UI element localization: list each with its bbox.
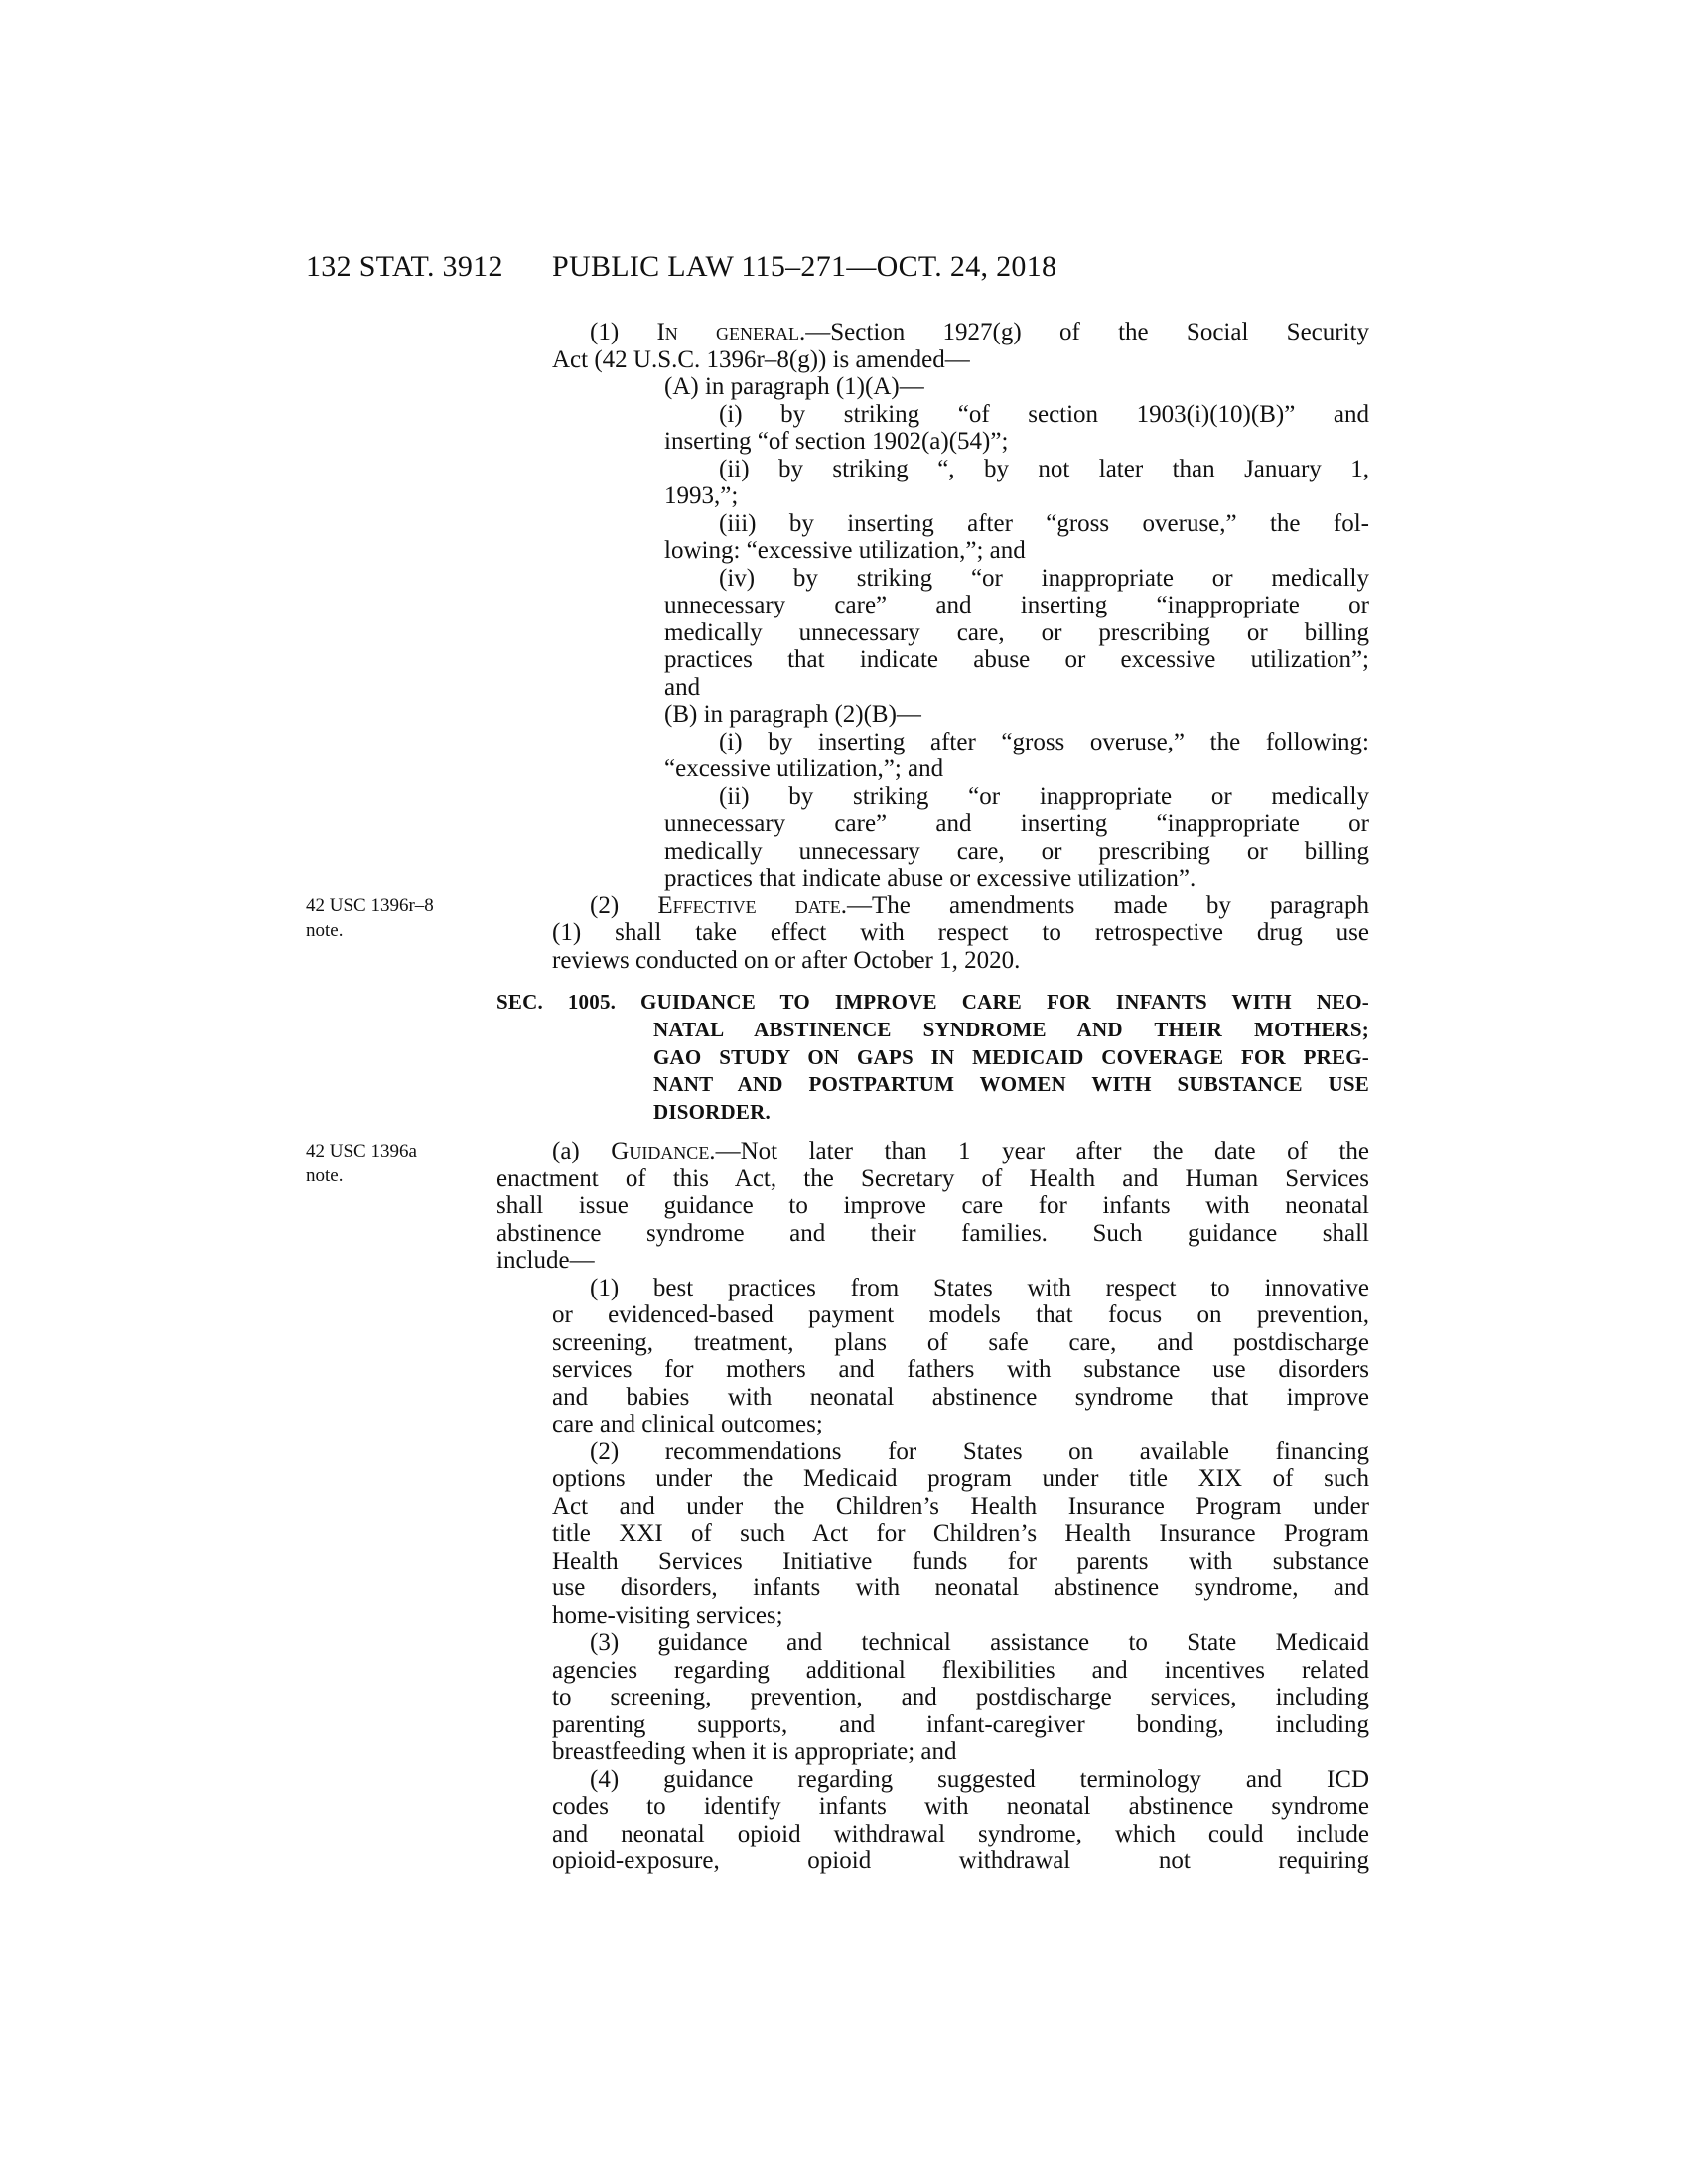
- text-line: (iv) by striking “or inappropriate or medically: [719, 564, 1369, 592]
- text-line: (ii) by striking “, by not later than January 1,: [719, 455, 1369, 482]
- text-line: practices that indicate abuse or excessive utilization”;: [664, 646, 1369, 673]
- heading-line: NATAL ABSTINENCE SYNDROME AND THEIR MOTHERS;: [653, 1017, 1369, 1041]
- text-line: (A) in paragraph (1)(A)—: [664, 373, 924, 400]
- text-line: agencies regarding additional flexibilities and incentives related: [552, 1656, 1369, 1684]
- text-line: options under the Medicaid program under title XIX of such: [552, 1465, 1369, 1492]
- paragraph: [552, 729, 1369, 783]
- text-line: services for mothers and fathers with substance use disorders: [552, 1356, 1369, 1383]
- margin-note-citation: 42 USC 1396r–8: [306, 895, 434, 916]
- text-line: medically unnecessary care, or prescribing or billing: [664, 837, 1369, 865]
- text-line: (iii) by inserting after “gross overuse,” the fol-: [719, 509, 1369, 537]
- public-law-title: PUBLIC LAW 115–271—OCT. 24, 2018: [552, 250, 1057, 283]
- text-line: use disorders, infants with neonatal abstinence syndrome, and: [552, 1574, 1369, 1601]
- text-line: include—: [496, 1247, 595, 1274]
- text-line: “excessive utilization,”; and: [664, 755, 944, 782]
- text-line: opioid-exposure, opioid withdrawal not requiring: [552, 1847, 1369, 1874]
- paragraph-marker: (2): [590, 891, 658, 919]
- text-line: abstinence syndrome and their families. Such guidance shall: [496, 1219, 1369, 1247]
- text-line: Act and under the Children’s Health Insurance Program under: [552, 1492, 1369, 1520]
- text-line: (B) in paragraph (2)(B)—: [664, 701, 921, 728]
- paragraph: [552, 456, 1369, 510]
- text-line: (i) by inserting after “gross overuse,” the following:: [719, 728, 1369, 755]
- paragraph-caption: In general.: [656, 319, 806, 345]
- paragraph: [496, 1766, 1369, 1875]
- paragraph: [552, 401, 1369, 456]
- paragraph: [552, 701, 1369, 729]
- text-line: care and clinical outcomes;: [552, 1411, 823, 1437]
- statute-page-number: 132 STAT. 3912: [306, 250, 503, 283]
- heading-line: NANT AND POSTPARTUM WOMEN WITH SUBSTANCE USE: [653, 1072, 1369, 1097]
- text-line: lowing: “excessive utilization,”; and: [664, 537, 1026, 564]
- text-line: unnecessary care” and inserting “inappropriate or: [664, 592, 1369, 618]
- text-line: (3) guidance and technical assistance to State Medicaid: [590, 1629, 1369, 1656]
- paragraph-marker: (a): [552, 1138, 612, 1164]
- paragraph: [496, 1629, 1369, 1766]
- text-line: (2) recommendations for States on available financing: [590, 1437, 1369, 1465]
- paragraph: [552, 510, 1369, 565]
- margin-note: [306, 893, 434, 943]
- text-line: and babies with neonatal abstinence syndrome that improve: [552, 1383, 1369, 1411]
- text-line: and: [664, 673, 701, 701]
- text-line: breastfeeding when it is appropriate; and: [552, 1738, 957, 1765]
- text-line: unnecessary care” and inserting “inappropriate or: [664, 810, 1369, 837]
- text-line: shall issue guidance to improve care for infants with neonatal: [496, 1192, 1369, 1219]
- section-heading: [496, 989, 1369, 1127]
- paragraph: [552, 892, 1369, 975]
- margin-note: [306, 1139, 417, 1188]
- paragraph: [552, 373, 1369, 401]
- text-line: [590, 892, 1369, 920]
- subsection-guidance: [496, 1138, 1369, 1875]
- paragraph-marker: (1): [590, 319, 657, 345]
- text-line: Act (42 U.S.C. 1396r–8(g)) is amended—: [552, 345, 970, 373]
- text-line: [590, 319, 1369, 346]
- text-line: and neonatal opioid withdrawal syndrome, which could include: [552, 1820, 1369, 1847]
- paragraph-caption: Effective date.: [657, 891, 848, 919]
- text-line: home-visiting services;: [552, 1601, 783, 1629]
- text-line: [552, 1138, 1369, 1165]
- text-line: to screening, prevention, and postdischarge services, including: [552, 1684, 1369, 1710]
- text-line: parenting supports, and infant-caregiver bonding, including: [552, 1710, 1369, 1738]
- paragraph: [552, 783, 1369, 892]
- margin-note-label: note.: [306, 1165, 344, 1186]
- paragraph: [552, 319, 1369, 373]
- paragraph: [552, 565, 1369, 702]
- text-line: inserting “of section 1902(a)(54)”;: [664, 428, 1009, 455]
- text-line: (i) by striking “of section 1903(i)(10)(B)” and: [719, 400, 1369, 428]
- text-line: enactment of this Act, the Secretary of Health and Human Services: [496, 1164, 1369, 1192]
- margin-note-label: note.: [306, 920, 344, 941]
- paragraph: [496, 1438, 1369, 1630]
- line-text: —The amendments made by paragraph: [847, 891, 1369, 919]
- subsection-amendments: [552, 319, 1369, 974]
- text-line: title XXI of such Act for Children’s Health Insurance Program: [552, 1520, 1369, 1547]
- text-line: (1) best practices from States with respect to innovative: [590, 1274, 1369, 1301]
- text-line: Health Services Initiative funds for parents with substance: [552, 1547, 1369, 1574]
- text-line: (1) shall take effect with respect to retrospective drug use: [552, 919, 1369, 946]
- paragraph: [496, 1138, 1369, 1275]
- text-line: medically unnecessary care, or prescribing or billing: [664, 618, 1369, 646]
- heading-line: GAO STUDY ON GAPS IN MEDICAID COVERAGE FOR PREG-: [653, 1044, 1369, 1069]
- line-text: —Not later than 1 year after the date of the: [715, 1138, 1369, 1164]
- text-line: or evidenced-based payment models that focus on prevention,: [552, 1301, 1369, 1328]
- paragraph: [496, 1275, 1369, 1438]
- line-text: —Section 1927(g) of the Social Security: [805, 319, 1369, 345]
- text-line: reviews conducted on or after October 1, 2020.: [552, 946, 1021, 974]
- text-line: screening, treatment, plans of safe care, and postdischarge: [552, 1328, 1369, 1356]
- text-line: (4) guidance regarding suggested terminology and ICD: [590, 1765, 1369, 1793]
- text-line: (ii) by striking “or inappropriate or medically: [719, 782, 1369, 810]
- heading-line: DISORDER.: [653, 1100, 771, 1125]
- text-line: practices that indicate abuse or excessive utilization”.: [664, 865, 1196, 891]
- text-line: codes to identify infants with neonatal abstinence syndrome: [552, 1793, 1369, 1820]
- margin-note-citation: 42 USC 1396a: [306, 1141, 417, 1161]
- paragraph-caption: Guidance.: [611, 1138, 716, 1164]
- heading-line: SEC. 1005. GUIDANCE TO IMPROVE CARE FOR INFANTS WITH NEO-: [496, 990, 1369, 1014]
- text-line: 1993,”;: [664, 482, 739, 509]
